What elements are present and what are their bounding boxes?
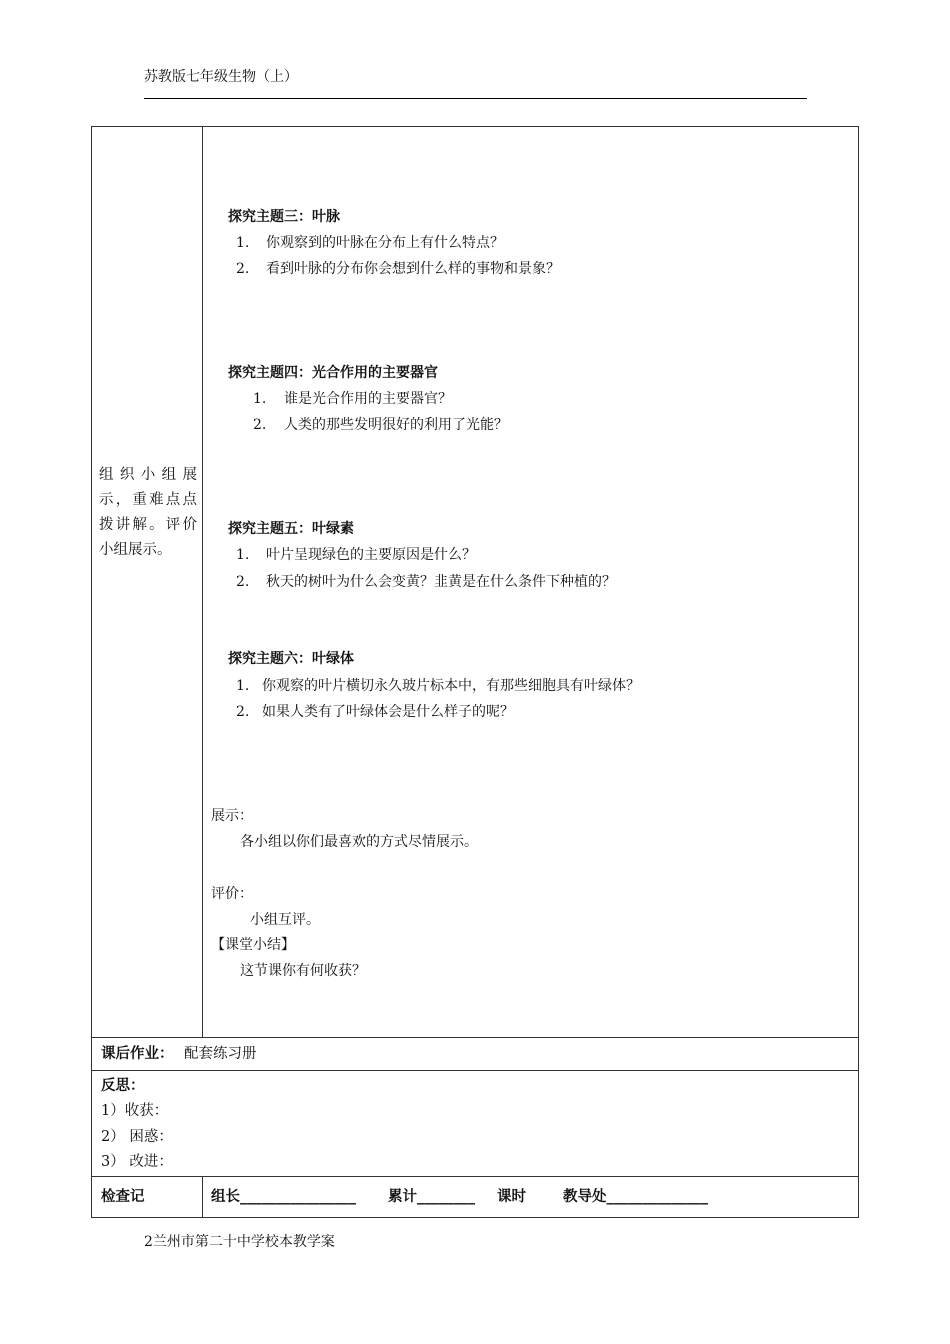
question-text: 你观察的叶片横切永久玻片标本中，有那些细胞具有叶绿体？	[262, 678, 640, 694]
page-footer: 2兰州市第二十中学校本教学案	[144, 1234, 335, 1250]
class-hours-label: 课时	[497, 1188, 526, 1205]
topic-title: 探究主题五：叶绿素	[228, 521, 354, 537]
summary-text: 这节课你有何收获？	[240, 963, 366, 979]
left-column-text: 组织小组展示，重难点点拨讲解。评价小组展示。	[99, 467, 197, 558]
summary-label: 【课堂小结】	[211, 937, 295, 953]
question-text: 如果人类有了叶绿体会是什么样子的呢？	[262, 704, 514, 720]
question-number: 2.	[236, 261, 250, 277]
question-number: 1.	[236, 547, 250, 563]
question-number: 1.	[236, 678, 250, 694]
question-text: 谁是光合作用的主要器官？	[284, 391, 452, 407]
reflection-label: 反思：	[101, 1077, 145, 1094]
question-text: 叶片呈现绿色的主要原因是什么？	[266, 547, 476, 563]
question-text: 人类的那些发明很好的利用了光能？	[284, 417, 508, 433]
question-number: 2.	[236, 574, 250, 590]
topic-title: 探究主题三：叶脉	[228, 209, 340, 225]
evaluation-label: 评价：	[211, 886, 253, 902]
display-text: 各小组以你们最喜欢的方式尽情展示。	[240, 834, 478, 850]
reflection-item: 2） 困惑：	[101, 1129, 173, 1145]
row-divider-homework	[91, 1037, 859, 1038]
reflection-item: 1）收获：	[101, 1103, 169, 1119]
academic-office-field: 教导处______________	[563, 1188, 708, 1205]
check-label: 检查记	[101, 1188, 145, 1205]
page-header-title: 苏教版七年级生物（上）	[144, 69, 298, 85]
question-number: 2.	[236, 704, 250, 720]
header-rule	[144, 98, 807, 99]
question-number: 1.	[236, 235, 250, 251]
column-divider	[202, 126, 203, 1038]
check-column-divider	[202, 1176, 203, 1218]
row-divider-reflection	[91, 1070, 859, 1071]
question-text: 你观察到的叶脉在分布上有什么特点？	[266, 235, 504, 251]
question-number: 2.	[253, 417, 267, 433]
evaluation-text: 小组互评。	[250, 912, 320, 928]
group-leader-field: 组长________________	[211, 1188, 356, 1205]
question-text: 看到叶脉的分布你会想到什么样的事物和景象？	[266, 261, 560, 277]
question-text: 秋天的树叶为什么会变黄？韭黄是在什么条件下种植的？	[266, 574, 616, 590]
total-field: 累计________	[388, 1188, 475, 1205]
display-label: 展示：	[211, 808, 253, 824]
homework-label: 课后作业：	[101, 1045, 174, 1062]
question-number: 1.	[253, 391, 267, 407]
row-divider-check	[91, 1176, 859, 1177]
topic-title: 探究主题六：叶绿体	[228, 651, 354, 667]
reflection-item: 3） 改进：	[101, 1154, 173, 1170]
homework-text: 配套练习册	[184, 1046, 257, 1062]
topic-title: 探究主题四：光合作用的主要器官	[228, 365, 438, 381]
